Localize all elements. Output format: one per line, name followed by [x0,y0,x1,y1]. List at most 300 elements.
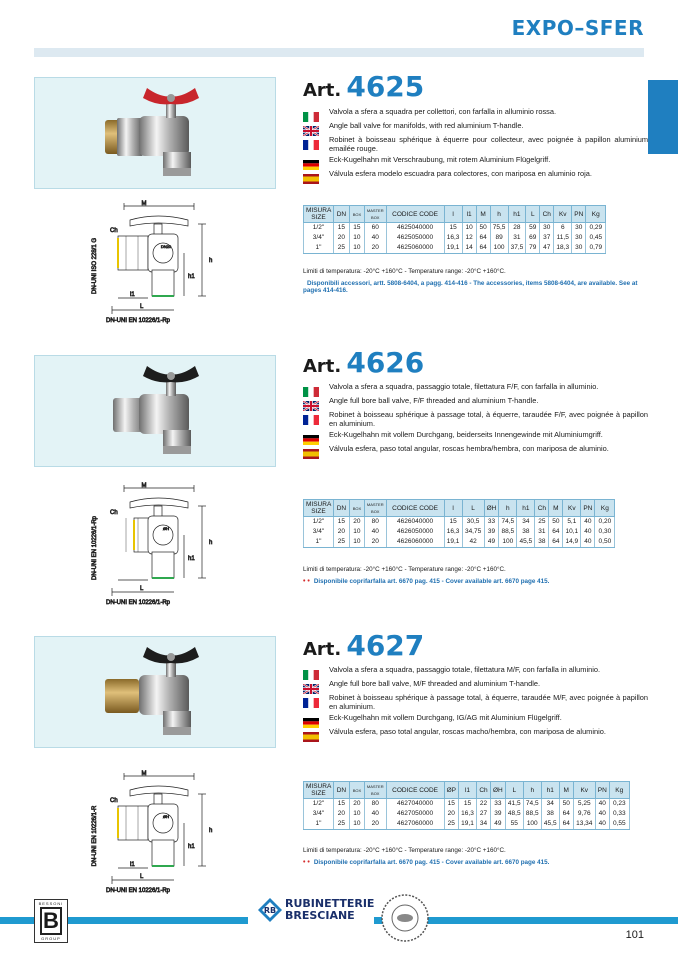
table-cell: 1/2" [304,223,334,234]
rubinetterie-bresciane-logo [257,897,374,923]
svg-text:DN20: DN20 [160,244,172,249]
column-header: ØH [491,782,506,799]
column-header: Kg [609,782,629,799]
table-cell: 34 [541,799,559,810]
article-number: 4626 [346,346,425,379]
accessory-note [303,280,648,294]
flag-fr-icon [303,412,319,422]
table-cell: 39 [484,527,499,537]
article-number: 4627 [346,629,425,662]
column-header: MASTER BOX [364,500,386,517]
table-cell: 4627040000 [386,799,444,810]
description-row [303,728,648,739]
table-cell: 64 [476,243,490,254]
column-header: Ch [535,500,549,517]
column-header: CODICE CODE [386,206,444,223]
table-cell: 25 [444,819,458,830]
table-cell: 10 [349,809,364,819]
table-cell: 88,5 [499,527,517,537]
accessory-note [303,578,648,585]
table-cell: 20 [364,819,386,830]
note-bullets: • • [303,578,310,585]
table-cell: 6 [554,223,572,234]
table-cell: 0,30 [595,527,615,537]
description-row [303,122,648,133]
column-header: PN [595,782,609,799]
column-header: L [462,500,484,517]
valve-photo [34,355,276,467]
table-cell: 16,3 [459,809,477,819]
description-text: Robinet à boisseau sphérique à passage total, à équerre, taraudée M/F, avec poignée à papillon en aluminium. [329,693,648,711]
table-cell: 1" [304,537,334,548]
spec-table [303,781,630,830]
table-cell: 47 [540,243,554,254]
flag-fr-icon [303,695,319,705]
bessoni-group-logo: BESSONI B GROUP [34,899,68,943]
column-header: PN [572,206,586,223]
svg-text:h: h [209,258,213,264]
column-header: Kv [554,206,572,223]
table-cell: 4625060000 [386,243,444,254]
table-cell: 49 [491,819,506,830]
table-cell: 100 [499,537,517,548]
table-cell: 25 [535,517,549,528]
table-cell: 27 [477,809,491,819]
table-cell: 1/2" [304,799,334,810]
svg-text:Ch: Ch [110,798,118,804]
table-cell: 0,20 [595,517,615,528]
table-cell: 19,1 [444,243,462,254]
table-cell: 0,79 [586,243,606,254]
page-number: 101 [625,929,644,941]
description-text: Válvula esfera, paso total angular, roscas macho/hembra, con mariposa de aluminio. [329,727,606,737]
table-cell: 15 [333,799,349,810]
table-cell: 39 [491,809,506,819]
table-cell: 31 [535,527,549,537]
technical-drawing [82,768,232,903]
column-header: MISURA SIZE [304,782,334,799]
svg-text:Ch: Ch [110,510,118,516]
column-header: BOX [349,782,364,799]
description-text: Valvola a sfera a squadra, passaggio totale, filettatura M/F, con farfalla in alluminio. [329,665,600,674]
description-text: Robinet à boisseau sphérique à équerre pour collecteur, avec poignée à papillon aluminium emailée rouge. [329,135,648,153]
flag-it-icon [303,667,319,677]
table-cell: 40 [595,809,609,819]
table-cell: 0,50 [595,537,615,548]
table-cell: 34 [517,517,535,528]
column-header: DN [333,206,349,223]
table-cell: 1" [304,243,334,254]
column-header: MISURA SIZE [304,500,334,517]
description-text: Valvola a sfera a squadra, passaggio totale, filettatura F/F, con farfalla in alluminio. [329,382,599,391]
table-cell: 19,1 [444,537,462,548]
description-row [303,445,648,456]
table-cell: 80 [364,517,386,528]
table-cell: 4626040000 [386,517,444,528]
table-cell: 41,5 [505,799,523,810]
table-row [304,223,606,234]
flag-en-icon [303,681,319,691]
table-cell: 9,76 [573,809,595,819]
column-header: M [549,500,563,517]
company-line-2: BRESCIANE [285,909,355,922]
iso-certification-seal-icon [380,893,430,943]
table-cell: 15 [444,517,462,528]
svg-text:h: h [209,540,213,546]
table-cell: 38 [517,527,535,537]
table-cell: 60 [364,223,386,234]
table-cell: 15 [459,799,477,810]
table-cell: 48,5 [505,809,523,819]
flag-en-icon [303,398,319,408]
description-text: Eck-Kugelhahn mit vollem Durchgang, beiderseits Innengewinde mit Aluminiumgriff. [329,430,603,440]
table-cell: 11,5 [554,233,572,243]
table-cell: 40 [595,819,609,830]
temperature-note: Limiti di temperatura: -20°C +160°C - Temperature range: -20°C +160°C. [303,566,506,573]
flag-es-icon [303,446,319,456]
description-text: Eck-Kugelhahn mit Verschraubung, mit rotem Aluminium Flügelgriff. [329,155,551,165]
table-header-row [304,500,615,517]
column-header: Ch [477,782,491,799]
table-cell: 10 [349,537,364,548]
article-prefix: Art. [303,639,342,660]
table-cell: 14 [462,243,476,254]
accessory-note-text: Disponibili accessori, artt. 5808-6404, a pagg. 414-416 - The accessories, items 5808-6404, are available. See at pages 414-416. [303,280,638,294]
svg-text:L: L [140,586,144,592]
table-cell: 38 [541,809,559,819]
svg-text:DN-UNI EN 10226/1-Rp: DN-UNI EN 10226/1-Rp [106,888,171,894]
table-cell: 30 [540,223,554,234]
description-row [303,431,648,442]
technical-drawing [82,480,232,615]
accessory-note-text: Disponibile coprifarfalla art. 6670 pag. 415 - Cover available art. 6670 page 415. [313,578,550,585]
table-row [304,243,606,254]
table-cell: 3/4" [304,527,334,537]
table-cell: 40 [364,809,386,819]
table-cell: 10 [349,819,364,830]
table-cell: 15 [444,799,458,810]
flag-es-icon [303,171,319,181]
description-text: Robinet à boisseau sphérique à passage total, à équerre, taraudée F/F, avec poignée à papillon en aluminium. [329,410,648,428]
table-cell: 4627060000 [386,819,444,830]
svg-text:DN-UNI EN 10226/1-Rp: DN-UNI EN 10226/1-Rp [106,318,171,324]
top-divider [34,48,644,57]
column-header: h [490,206,508,223]
table-cell: 37 [540,233,554,243]
table-cell: 10,1 [563,527,581,537]
description-row [303,694,648,711]
table-cell: 4625040000 [386,223,444,234]
column-header: h [499,500,517,517]
article-prefix: Art. [303,356,342,377]
table-cell: 15 [444,223,462,234]
table-cell: 20 [349,799,364,810]
column-header: Kg [586,206,606,223]
table-cell: 64 [559,819,573,830]
svg-text:DN-UNI ISO 228/1 G: DN-UNI ISO 228/1 G [92,237,98,295]
svg-text:M: M [141,201,147,207]
table-cell: 38 [535,537,549,548]
svg-text:l1: l1 [130,292,135,298]
svg-text:h1: h1 [188,556,195,562]
table-cell: 10 [349,527,364,537]
article-title [303,70,424,103]
table-cell: 79 [526,243,540,254]
table-cell: 89 [490,233,508,243]
accessory-note [303,859,648,866]
description-row [303,156,648,167]
flag-de-icon [303,157,319,167]
description-row [303,136,648,153]
technical-drawing [82,198,232,333]
table-cell: 15 [333,517,349,528]
description-text: Válvula esfera, paso total angular, roscas hembra/hembra, con mariposa de aluminio. [329,444,609,454]
table-cell: 3/4" [304,233,334,243]
table-cell: 55 [505,819,523,830]
column-header: M [559,782,573,799]
table-cell: 30 [572,223,586,234]
table-cell: 34 [477,819,491,830]
table-cell: 59 [526,223,540,234]
table-cell: 50 [476,223,490,234]
flag-en-icon [303,123,319,133]
table-cell: 15 [333,223,349,234]
table-cell: 4627050000 [386,809,444,819]
flag-it-icon [303,109,319,119]
column-header: Kg [595,500,615,517]
svg-text:DN-UNI EN 10226/1-Rp: DN-UNI EN 10226/1-Rp [92,515,98,581]
rb-emblem-icon [257,897,283,923]
table-cell: 3/4" [304,809,334,819]
column-header: l1 [459,782,477,799]
temperature-note: Limiti di temperatura: -20°C +160°C - Temperature range: -20°C +160°C. [303,268,506,275]
svg-text:L: L [140,304,144,310]
note-bullets: • • [303,859,310,866]
table-cell: 80 [364,799,386,810]
table-cell: 34,75 [462,527,484,537]
svg-text:M: M [141,483,147,489]
description-list [303,383,648,459]
table-cell: 4626060000 [386,537,444,548]
table-cell: 37,5 [508,243,526,254]
table-cell: 5,1 [563,517,581,528]
table-cell: 14,9 [563,537,581,548]
table-cell: 25 [333,243,349,254]
svg-text:DN-UNI EN 10226/1-Rp: DN-UNI EN 10226/1-Rp [106,600,171,606]
table-cell: 13,34 [573,819,595,830]
article-title [303,346,424,379]
temperature-note: Limiti di temperatura: -20°C +160°C - Temperature range: -20°C +160°C. [303,847,506,854]
table-cell: 16,3 [444,527,462,537]
table-row [304,537,615,548]
svg-text:DN-UNI EN 10226/1-R: DN-UNI EN 10226/1-R [92,805,98,867]
column-header: Kv [573,782,595,799]
table-cell: 74,5 [499,517,517,528]
table-row [304,809,630,819]
table-cell: 20 [333,233,349,243]
table-cell: 50 [549,517,563,528]
description-text: Válvula esfera modelo escuadra para colectores, con mariposa en aluminio roja. [329,169,592,179]
svg-text:L: L [140,874,144,880]
column-header: ØP [444,782,458,799]
svg-text:h1: h1 [188,844,195,850]
column-header: MISURA SIZE [304,206,334,223]
column-header: L [505,782,523,799]
column-header: BOX [349,500,364,517]
svg-text:Ch: Ch [110,228,118,234]
table-row [304,819,630,830]
svg-text:M: M [141,771,147,777]
table-cell: 22 [477,799,491,810]
side-tab [648,80,678,154]
description-row [303,108,648,119]
table-cell: 20 [444,809,458,819]
svg-text:h: h [209,828,213,834]
svg-text:l1: l1 [130,862,135,868]
accessory-note-text: Disponibile coprifarfalla art. 6670 pag. 415 - Cover available art. 6670 page 415. [313,859,550,866]
article-title [303,629,424,662]
table-cell: 10 [349,233,364,243]
column-header: MASTER BOX [364,782,386,799]
table-cell: 1/2" [304,517,334,528]
table-cell: 33 [484,517,499,528]
table-cell: 10 [462,223,476,234]
table-cell: 49 [484,537,499,548]
article-number: 4625 [346,70,425,103]
table-cell: 20 [333,809,349,819]
table-cell: 40 [581,537,595,548]
column-header: Kv [563,500,581,517]
table-cell: 40 [364,233,386,243]
table-cell: 31 [508,233,526,243]
column-header: h1 [517,500,535,517]
table-cell: 0,23 [609,799,629,810]
table-cell: 69 [526,233,540,243]
description-text: Angle full bore ball valve, F/F threaded and aluminium T-handle. [329,396,539,405]
table-cell: 0,55 [609,819,629,830]
table-cell: 74,5 [523,799,541,810]
table-cell: 10 [349,243,364,254]
table-cell: 45,5 [541,819,559,830]
table-cell: 88,5 [523,809,541,819]
table-header-row [304,782,630,799]
column-header: h1 [508,206,526,223]
svg-text:RB: RB [263,906,277,915]
table-cell: 100 [490,243,508,254]
description-row [303,666,648,677]
table-cell: 64 [559,809,573,819]
description-text: Angle full bore ball valve, M/F threaded and aluminium T-handle. [329,679,541,688]
table-cell: 20 [349,517,364,528]
description-text: Angle ball valve for manifolds, with red aluminium T-handle. [329,121,524,130]
table-cell: 40 [364,527,386,537]
column-header: M [476,206,490,223]
description-list [303,666,648,742]
description-list [303,108,648,184]
column-header: BOX [349,206,364,223]
column-header: l1 [462,206,476,223]
column-header: DN [333,500,349,517]
table-cell: 12 [462,233,476,243]
column-header: h [523,782,541,799]
brand-title: EXPO–SFER [511,16,644,40]
table-cell: 30 [572,233,586,243]
description-row [303,680,648,691]
column-header: MASTER BOX [364,206,386,223]
flag-de-icon [303,715,319,725]
table-cell: 30 [572,243,586,254]
table-cell: 40 [595,799,609,810]
table-row [304,517,615,528]
table-cell: 40 [581,527,595,537]
table-cell: 33 [491,799,506,810]
description-row [303,170,648,181]
company-line-1: RUBINETTERIE [285,897,375,910]
table-row [304,799,630,810]
column-header: ØH [484,500,499,517]
spec-table [303,205,606,254]
column-header: h1 [541,782,559,799]
table-cell: 20 [364,537,386,548]
table-row [304,527,615,537]
table-cell: 25 [333,819,349,830]
table-cell: 25 [333,537,349,548]
table-cell: 40 [581,517,595,528]
flag-de-icon [303,432,319,442]
column-header: PN [581,500,595,517]
svg-text:ØH: ØH [163,814,169,819]
table-cell: 30,5 [462,517,484,528]
column-header: l [444,206,462,223]
table-cell: 28 [508,223,526,234]
flag-es-icon [303,729,319,739]
column-header: CODICE CODE [386,782,444,799]
table-cell: 1" [304,819,334,830]
valve-photo [34,77,276,189]
table-cell: 20 [333,527,349,537]
description-row [303,397,648,408]
table-cell: 100 [523,819,541,830]
table-cell: 4626050000 [386,527,444,537]
column-header: CODICE CODE [386,500,444,517]
table-cell: 45,5 [517,537,535,548]
table-cell: 20 [364,243,386,254]
column-header: Ch [540,206,554,223]
table-cell: 0,45 [586,233,606,243]
table-cell: 42 [462,537,484,548]
table-cell: 19,1 [459,819,477,830]
table-cell: 50 [559,799,573,810]
svg-text:ØH: ØH [163,526,169,531]
table-row [304,233,606,243]
table-cell: 0,33 [609,809,629,819]
column-header: DN [333,782,349,799]
column-header: L [526,206,540,223]
table-cell: 4625050000 [386,233,444,243]
table-cell: 16,3 [444,233,462,243]
description-text: Eck-Kugelhahn mit vollem Durchgang, IG/AG mit Aluminium Flügelgriff. [329,713,562,723]
table-cell: 15 [349,223,364,234]
table-cell: 0,29 [586,223,606,234]
description-row [303,714,648,725]
table-cell: 5,25 [573,799,595,810]
article-prefix: Art. [303,80,342,101]
flag-fr-icon [303,137,319,147]
flag-it-icon [303,384,319,394]
table-cell: 64 [549,527,563,537]
valve-photo [34,636,276,748]
table-header-row [304,206,606,223]
